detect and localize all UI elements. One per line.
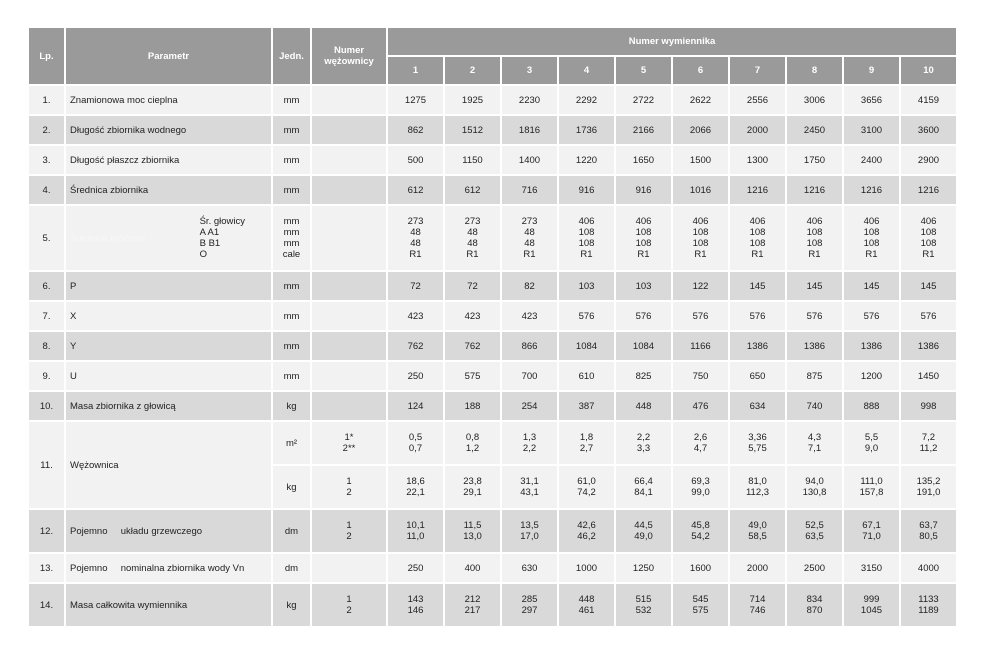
row-value: 45,8 54,2: [673, 510, 728, 552]
row-value: 406 108 108 R1: [559, 206, 614, 270]
row-value: 135,2 191,0: [901, 466, 956, 508]
row-value: 49,0 58,5: [730, 510, 785, 552]
row-parameter: Długość płaszcz zbiornika: [66, 146, 271, 174]
row-number: 14.: [29, 584, 64, 626]
row-value: 1386: [787, 332, 842, 360]
row-value: 1275: [388, 86, 443, 114]
parameter-label-faint: Średnica króćców: [70, 232, 145, 244]
row-unit: mm: [273, 332, 310, 360]
table-row: [29, 146, 956, 174]
row-value: 2000: [730, 116, 785, 144]
exchanger-number: 9: [844, 57, 899, 84]
row-value: 1650: [616, 146, 671, 174]
row-value: 273 48 48 R1: [502, 206, 557, 270]
row-value: 4000: [901, 554, 956, 582]
row-value: 448: [616, 392, 671, 420]
parameter-group: [70, 216, 267, 260]
row-coil: [312, 146, 386, 174]
row-value: 1386: [844, 332, 899, 360]
row-value: 1216: [844, 176, 899, 204]
row-coil: 1 2: [312, 584, 386, 626]
row-value: 285 297: [502, 584, 557, 626]
row-value: 2230: [502, 86, 557, 114]
row-value: 1016: [673, 176, 728, 204]
row-value: 576: [673, 302, 728, 330]
row-value: 762: [388, 332, 443, 360]
row-value: 2900: [901, 146, 956, 174]
row-value: 634: [730, 392, 785, 420]
row-value: 1200: [844, 362, 899, 390]
row-unit: kg: [273, 466, 310, 508]
row-value: 1925: [445, 86, 500, 114]
row-value: 1300: [730, 146, 785, 174]
row-value: 3600: [901, 116, 956, 144]
exchanger-number: 10: [901, 57, 956, 84]
row-coil: [312, 176, 386, 204]
row-value: 1386: [901, 332, 956, 360]
row-value: 23,8 29,1: [445, 466, 500, 508]
row-value: 998: [901, 392, 956, 420]
exchanger-number: 5: [616, 57, 671, 84]
row-number: 4.: [29, 176, 64, 204]
row-number: 8.: [29, 332, 64, 360]
row-coil: 1 2: [312, 466, 386, 508]
specification-table: [27, 26, 958, 628]
row-parameter: Średnica zbiornika: [66, 176, 271, 204]
row-value: 143 146: [388, 584, 443, 626]
row-value: 916: [616, 176, 671, 204]
row-value: 2292: [559, 86, 614, 114]
row-value: 111,0 157,8: [844, 466, 899, 508]
row-value: 1084: [616, 332, 671, 360]
row-value: 576: [616, 302, 671, 330]
row-parameter: Wężownica: [66, 422, 271, 508]
row-coil: [312, 332, 386, 360]
row-value: 10,1 11,0: [388, 510, 443, 552]
row-number: 6.: [29, 272, 64, 300]
row-value: 273 48 48 R1: [445, 206, 500, 270]
row-number: 3.: [29, 146, 64, 174]
row-value: 145: [901, 272, 956, 300]
row-value: 11,5 13,0: [445, 510, 500, 552]
row-value: 576: [844, 302, 899, 330]
row-value: 212 217: [445, 584, 500, 626]
row-unit: mm: [273, 176, 310, 204]
row-value: 4159: [901, 86, 956, 114]
row-coil: [312, 116, 386, 144]
row-parameter: Masa zbiornika z głowicą: [66, 392, 271, 420]
header-lp: Lp.: [29, 28, 64, 84]
row-unit: m²: [273, 422, 310, 464]
row-value: 576: [901, 302, 956, 330]
row-value: 406 108 108 R1: [787, 206, 842, 270]
row-value: 400: [445, 554, 500, 582]
row-value: 1512: [445, 116, 500, 144]
row-value: 1450: [901, 362, 956, 390]
row-value: 188: [445, 392, 500, 420]
row-value: 650: [730, 362, 785, 390]
row-value: 2722: [616, 86, 671, 114]
row-parameter: Pojemno układu grzewczego: [66, 510, 271, 552]
table-row: [29, 272, 956, 300]
row-unit: mm: [273, 302, 310, 330]
row-value: 1150: [445, 146, 500, 174]
row-value: 1750: [787, 146, 842, 174]
row-value: 423: [502, 302, 557, 330]
row-number: 5.: [29, 206, 64, 270]
exchanger-number: 4: [559, 57, 614, 84]
row-value: 1220: [559, 146, 614, 174]
row-value: 1000: [559, 554, 614, 582]
row-value: 2166: [616, 116, 671, 144]
row-value: 1133 1189: [901, 584, 956, 626]
row-value: 72: [445, 272, 500, 300]
row-value: 94,0 130,8: [787, 466, 842, 508]
row-number: 12.: [29, 510, 64, 552]
row-coil: [312, 302, 386, 330]
row-value: 576: [730, 302, 785, 330]
table-row: [29, 176, 956, 204]
row-value: 762: [445, 332, 500, 360]
table-row: [29, 206, 956, 270]
row-value: 1500: [673, 146, 728, 174]
row-value: 2556: [730, 86, 785, 114]
row-value: 1,3 2,2: [502, 422, 557, 464]
row-value: 576: [787, 302, 842, 330]
row-value: 716: [502, 176, 557, 204]
row-unit: mm: [273, 272, 310, 300]
header-parameter: Parametr: [66, 28, 271, 84]
row-value: 406 108 108 R1: [673, 206, 728, 270]
row-value: 1600: [673, 554, 728, 582]
table-row: [29, 554, 956, 582]
row-number: 13.: [29, 554, 64, 582]
row-number: 2.: [29, 116, 64, 144]
row-value: 2066: [673, 116, 728, 144]
row-value: 1736: [559, 116, 614, 144]
exchanger-number: 7: [730, 57, 785, 84]
row-value: 2500: [787, 554, 842, 582]
row-value: 1216: [730, 176, 785, 204]
row-number: 11.: [29, 422, 64, 508]
row-coil: 1* 2**: [312, 422, 386, 464]
row-value: 612: [388, 176, 443, 204]
row-value: 2,2 3,3: [616, 422, 671, 464]
row-value: 448 461: [559, 584, 614, 626]
row-value: 834 870: [787, 584, 842, 626]
row-number: 7.: [29, 302, 64, 330]
row-value: 515 532: [616, 584, 671, 626]
row-unit: mm: [273, 146, 310, 174]
row-number: 10.: [29, 392, 64, 420]
row-number: 1.: [29, 86, 64, 114]
row-value: 423: [388, 302, 443, 330]
row-parameter: Długość zbiornika wodnego: [66, 116, 271, 144]
sub-parameters: Śr. głowicy A A1 B B1 O: [199, 216, 245, 260]
row-value: 13,5 17,0: [502, 510, 557, 552]
row-unit: dm: [273, 554, 310, 582]
row-value: 5,5 9,0: [844, 422, 899, 464]
row-value: 122: [673, 272, 728, 300]
row-value: 916: [559, 176, 614, 204]
row-value: 145: [787, 272, 842, 300]
row-value: 63,7 80,5: [901, 510, 956, 552]
row-value: 145: [730, 272, 785, 300]
row-coil: [312, 392, 386, 420]
row-value: 31,1 43,1: [502, 466, 557, 508]
row-value: 888: [844, 392, 899, 420]
row-unit: kg: [273, 392, 310, 420]
row-value: 500: [388, 146, 443, 174]
exchanger-number: 3: [502, 57, 557, 84]
row-parameter: Znamionowa moc cieplna: [66, 86, 271, 114]
row-coil: [312, 272, 386, 300]
row-coil: [312, 362, 386, 390]
row-value: 387: [559, 392, 614, 420]
row-value: 1166: [673, 332, 728, 360]
table-row: [29, 584, 956, 626]
table-row: [29, 86, 956, 114]
row-value: 610: [559, 362, 614, 390]
row-value: 1216: [901, 176, 956, 204]
row-value: 0,5 0,7: [388, 422, 443, 464]
table-row: [29, 332, 956, 360]
row-parameter: [66, 206, 271, 270]
row-value: 0,8 1,2: [445, 422, 500, 464]
row-value: 545 575: [673, 584, 728, 626]
row-value: 1386: [730, 332, 785, 360]
row-value: 423: [445, 302, 500, 330]
row-value: 406 108 108 R1: [901, 206, 956, 270]
row-value: 406 108 108 R1: [616, 206, 671, 270]
row-value: 1400: [502, 146, 557, 174]
row-value: 700: [502, 362, 557, 390]
row-value: 273 48 48 R1: [388, 206, 443, 270]
table-row: [29, 510, 956, 552]
exchanger-number: 2: [445, 57, 500, 84]
row-value: 862: [388, 116, 443, 144]
row-unit: kg: [273, 584, 310, 626]
row-coil: [312, 86, 386, 114]
row-value: 1084: [559, 332, 614, 360]
header-unit: Jedn.: [273, 28, 310, 84]
row-value: 7,2 11,2: [901, 422, 956, 464]
header-coil-number: Numer wężownicy: [312, 28, 386, 84]
row-value: 999 1045: [844, 584, 899, 626]
row-value: 3006: [787, 86, 842, 114]
header-exchanger-number: Numer wymiennika: [388, 28, 956, 55]
row-parameter: Masa całkowita wymiennika: [66, 584, 271, 626]
exchanger-number: 6: [673, 57, 728, 84]
row-value: 124: [388, 392, 443, 420]
row-value: 825: [616, 362, 671, 390]
table-row: [29, 116, 956, 144]
table-row: [29, 392, 956, 420]
row-parameter: X: [66, 302, 271, 330]
row-value: 406 108 108 R1: [844, 206, 899, 270]
row-value: 250: [388, 554, 443, 582]
row-value: 406 108 108 R1: [730, 206, 785, 270]
row-unit: mm mm mm cale: [273, 206, 310, 270]
row-value: 52,5 63,5: [787, 510, 842, 552]
row-value: 145: [844, 272, 899, 300]
table-header: [29, 28, 956, 84]
row-value: 103: [616, 272, 671, 300]
row-value: 2622: [673, 86, 728, 114]
row-value: 875: [787, 362, 842, 390]
row-value: 72: [388, 272, 443, 300]
row-value: 2000: [730, 554, 785, 582]
row-value: 61,0 74,2: [559, 466, 614, 508]
row-value: 1816: [502, 116, 557, 144]
row-value: 740: [787, 392, 842, 420]
row-value: 44,5 49,0: [616, 510, 671, 552]
row-value: 42,6 46,2: [559, 510, 614, 552]
row-value: 1,8 2,7: [559, 422, 614, 464]
row-unit: mm: [273, 116, 310, 144]
row-value: 103: [559, 272, 614, 300]
row-value: 866: [502, 332, 557, 360]
row-unit: mm: [273, 86, 310, 114]
exchanger-number: 1: [388, 57, 443, 84]
row-unit: dm: [273, 510, 310, 552]
row-parameter: P: [66, 272, 271, 300]
row-value: 2,6 4,7: [673, 422, 728, 464]
row-value: 82: [502, 272, 557, 300]
row-value: 3150: [844, 554, 899, 582]
row-value: 476: [673, 392, 728, 420]
row-unit: mm: [273, 362, 310, 390]
row-value: 66,4 84,1: [616, 466, 671, 508]
row-value: 67,1 71,0: [844, 510, 899, 552]
row-value: 69,3 99,0: [673, 466, 728, 508]
row-value: 254: [502, 392, 557, 420]
row-parameter: U: [66, 362, 271, 390]
row-parameter: Y: [66, 332, 271, 360]
row-value: 714 746: [730, 584, 785, 626]
row-coil: [312, 206, 386, 270]
row-value: 630: [502, 554, 557, 582]
row-value: 2400: [844, 146, 899, 174]
row-value: 4,3 7,1: [787, 422, 842, 464]
row-value: 3100: [844, 116, 899, 144]
row-parameter: Pojemno nominalna zbiornika wody Vn: [66, 554, 271, 582]
row-value: 3656: [844, 86, 899, 114]
row-value: 3,36 5,75: [730, 422, 785, 464]
table-row: [29, 302, 956, 330]
table-row: [29, 422, 956, 464]
row-value: 18,6 22,1: [388, 466, 443, 508]
row-value: 2450: [787, 116, 842, 144]
row-value: 1216: [787, 176, 842, 204]
row-value: 576: [559, 302, 614, 330]
table-row: [29, 362, 956, 390]
row-value: 1250: [616, 554, 671, 582]
row-number: 9.: [29, 362, 64, 390]
row-value: 250: [388, 362, 443, 390]
row-value: 575: [445, 362, 500, 390]
row-coil: 1 2: [312, 510, 386, 552]
row-value: 612: [445, 176, 500, 204]
row-coil: [312, 554, 386, 582]
row-value: 750: [673, 362, 728, 390]
row-value: 81,0 112,3: [730, 466, 785, 508]
exchanger-number: 8: [787, 57, 842, 84]
